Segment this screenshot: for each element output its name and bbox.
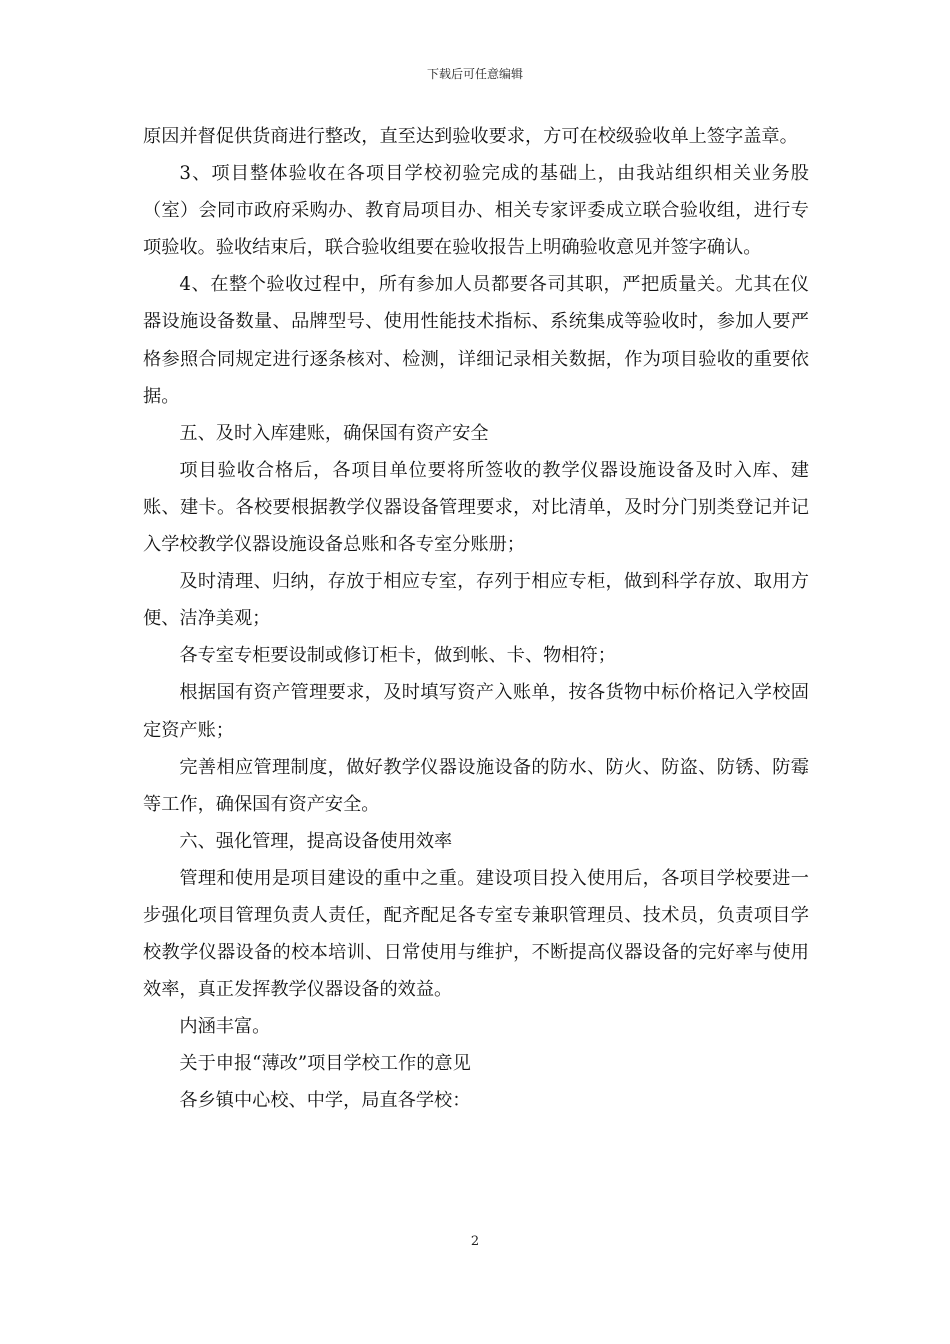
paragraph-7: 各专室专柜要设制或修订柜卡，做到帐、卡、物相符； xyxy=(179,645,616,667)
paragraph-1: 原因并督促供货商进行整改，直至达到验收要求，方可在校级验收单上签字盖章。 xyxy=(143,126,798,147)
section-heading-5: 五、及时入库建账，确保国有资产安全 xyxy=(179,422,489,444)
notice-title: 关于申报“薄改”项目学校工作的意见 xyxy=(179,1053,471,1075)
page-header: 下载后可任意编辑 xyxy=(426,67,523,81)
page-number: 2 xyxy=(470,1234,480,1249)
paragraph-6: 及时清理、归纳，存放于相应专室，存列于相应专柜，做到科学存放、取用方便、洁净美观； xyxy=(143,571,809,630)
salutation: 各乡镇中心校、中学，局直各学校： xyxy=(179,1090,471,1112)
paragraph-3: 4、在整个验收过程中，所有参加人员都要各司其职，严把质量关。尤其在仪器设施设备数量、品牌型号、使用性能技术指标、系统集成等验收时，参加人要严格参照合同规定进行逐条核对、检测，详细记录相关数据，作为项目验收的重要依据。 xyxy=(143,274,809,407)
paragraph-5: 项目验收合格后，各项目单位要将所签收的教学仪器设施设备及时入库、建账、建卡。各校要根据教学仪器设备管理要求，对比清单，及时分门别类登记并记入学校教学仪器设施设备总账和各专室分账册； xyxy=(143,459,809,556)
paragraph-2: 3、项目整体验收在各项目学校初验完成的基础上，由我站组织相关业务股（室）会同市政府采购办、教育局项目办、相关专家评委成立联合验收组，进行专项验收。验收结束后，联合验收组要在验收报告上明确验收意见并签字确认。 xyxy=(143,163,809,259)
section-heading-6: 六、强化管理，提高设备使用效率 xyxy=(179,830,453,852)
paragraph-9: 完善相应管理制度，做好教学仪器设施设备的防水、防火、防盗、防锈、防霉等工作，确保国有资产安全。 xyxy=(143,756,809,815)
paragraph-8: 根据国有资产管理要求，及时填写资产入账单，按各货物中标价格记入学校固定资产账； xyxy=(143,682,809,741)
paragraph-12: 内涵丰富。 xyxy=(179,1016,271,1038)
paragraph-11: 管理和使用是项目建设的重中之重。建设项目投入使用后，各项目学校要进一步强化项目管理负责人责任，配齐配足各专室专兼职管理员、技术员，负责项目学校教学仪器设备的校本培训、日常使用与维护，不断提高仪器设备的完好率与使用效率，真正发挥教学仪器设备的效益。 xyxy=(143,867,809,1001)
document-body xyxy=(143,118,809,1120)
